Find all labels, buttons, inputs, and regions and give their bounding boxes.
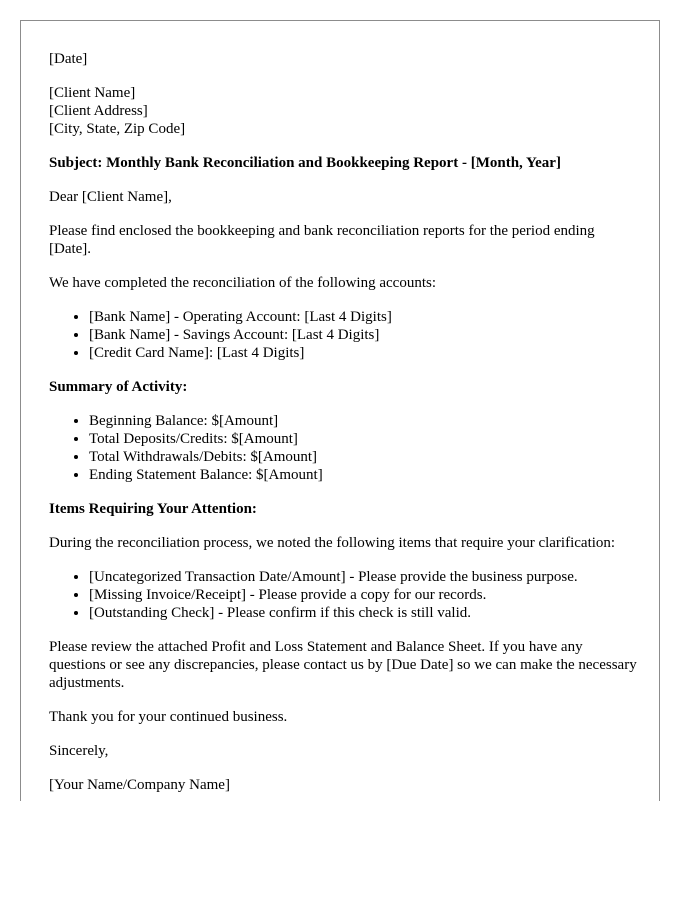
letter-closing: Sincerely, bbox=[49, 743, 109, 759]
attention-intro: During the reconciliation process, we noted the following items that require your clarification: bbox=[49, 535, 616, 551]
list-item: • [Uncategorized Transaction Date/Amount] - Please provide the business purpose. bbox=[89, 568, 639, 586]
recipient-address: [Client Address] bbox=[49, 103, 148, 119]
letter-page bbox=[20, 20, 660, 801]
letter-greeting: Dear [Client Name], bbox=[49, 189, 172, 205]
accounts-intro: We have completed the reconciliation of the following accounts: bbox=[49, 275, 436, 291]
list-item: • Total Deposits/Credits: $[Amount] bbox=[89, 430, 639, 448]
list-item: • [Missing Invoice/Receipt] - Please provide a copy for our records. bbox=[89, 586, 639, 604]
letter-date: [Date] bbox=[49, 51, 88, 67]
attention-list bbox=[49, 568, 639, 622]
list-item: • [Outstanding Check] - Please confirm if this check is still valid. bbox=[89, 604, 639, 622]
review-paragraph: Please review the attached Profit and Loss Statement and Balance Sheet. If you have any questions or see any discrepancies, please contact us by [Due Date] so we can make the necessary adjustments. bbox=[49, 639, 637, 691]
recipient-block bbox=[49, 84, 639, 138]
list-item: • [Credit Card Name]: [Last 4 Digits] bbox=[89, 344, 639, 362]
list-item: • Total Withdrawals/Debits: $[Amount] bbox=[89, 448, 639, 466]
accounts-list bbox=[49, 308, 639, 362]
letter-content bbox=[49, 50, 639, 801]
list-item: • Ending Statement Balance: $[Amount] bbox=[89, 466, 639, 484]
thanks-paragraph: Thank you for your continued business. bbox=[49, 709, 288, 725]
intro-paragraph: Please find enclosed the bookkeeping and bank reconciliation reports for the period ending [Date]. bbox=[49, 223, 595, 257]
letter-subject: Subject: Monthly Bank Reconciliation and Bookkeeping Report - [Month, Year] bbox=[49, 155, 561, 171]
recipient-name: [Client Name] bbox=[49, 85, 136, 101]
list-item: • [Bank Name] - Savings Account: [Last 4 Digits] bbox=[89, 326, 639, 344]
summary-heading: Summary of Activity: bbox=[49, 379, 188, 395]
summary-list bbox=[49, 412, 639, 484]
recipient-city-state-zip: [City, State, Zip Code] bbox=[49, 121, 186, 137]
letter-signature: [Your Name/Company Name] bbox=[49, 777, 230, 793]
list-item: • [Bank Name] - Operating Account: [Last 4 Digits] bbox=[89, 308, 639, 326]
attention-heading: Items Requiring Your Attention: bbox=[49, 501, 257, 517]
list-item: • Beginning Balance: $[Amount] bbox=[89, 412, 639, 430]
